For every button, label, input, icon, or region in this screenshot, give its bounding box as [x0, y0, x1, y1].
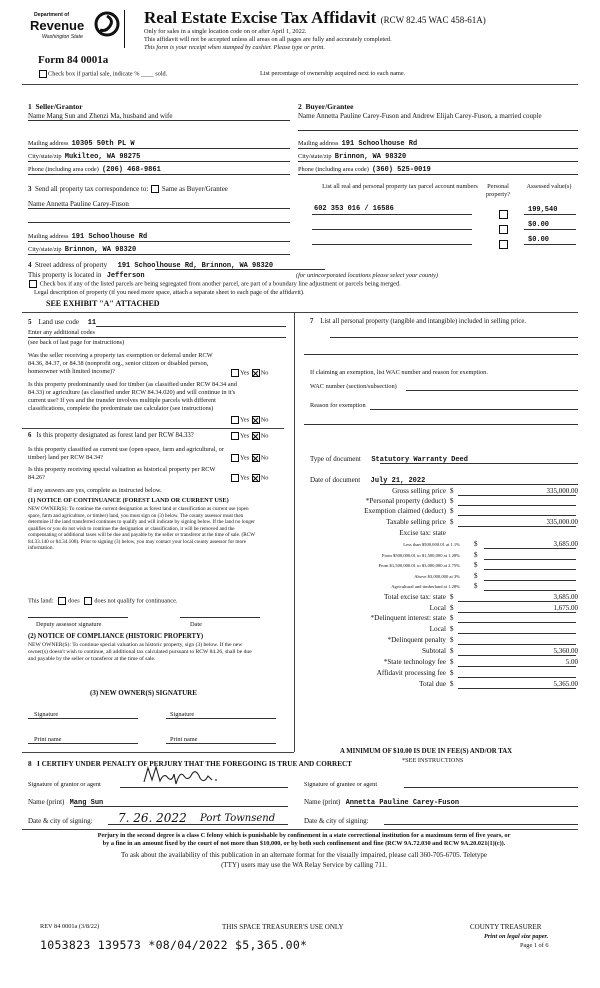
wac-label: WAC number (section/subsection): [310, 383, 397, 390]
tax-row: [304, 540, 580, 550]
line: [458, 601, 576, 602]
land-code[interactable]: 11: [87, 319, 97, 327]
dollar-sign: $: [450, 636, 454, 644]
logo-state: Washington State: [42, 34, 83, 40]
dollar-sign: $: [474, 551, 478, 559]
tax-row: [304, 487, 580, 497]
tax-row: [304, 507, 580, 517]
rev-number: REV 84 0001a (3/8/22): [40, 923, 100, 930]
notice-continuance-heading: (1) NOTICE OF CONTINUANCE (FOREST LAND OR CURRENT USE): [28, 497, 229, 504]
line: [298, 161, 578, 162]
sig-label: Signature: [170, 711, 195, 718]
exemption-label: If claiming an exemption, list WAC number and reason for exemption.: [310, 369, 488, 376]
form-statute: (RCW 82.45 WAC 458-61A): [380, 15, 486, 25]
new-owner-sig-heading: (3) NEW OWNER(S) SIGNATURE: [90, 689, 197, 697]
print-name-label: Print name: [34, 736, 62, 743]
grantee-sig-label: Signature of grantee or agent: [304, 781, 378, 788]
grantor-print: Name (print) Mang Sun: [28, 798, 104, 807]
q6-3-yes-no: Yes No: [230, 474, 268, 482]
tax-row: [304, 572, 580, 582]
header-line2: This affidavit will not be accepted unless all areas on all pages are fully and accurately completed.: [144, 36, 392, 43]
dollar-sign: $: [450, 507, 454, 515]
tty-note: (TTY) users may use the WA Relay Service by calling 711.: [221, 861, 387, 869]
corr-city-value[interactable]: Brinnon, WA 98320: [64, 246, 137, 254]
seller-city: City/state/zip Mukilteo, WA 98275: [28, 153, 141, 161]
q-exemption: Was the seller receiving a property tax exemption or deferral under RCW 84.36, 84.37, or 84.38 (nonprofit org., senior citizen or disabled person, homeowner with limited income)?: [28, 352, 213, 375]
seller-phone: Phone (including area code) (206) 468-9861: [28, 166, 161, 174]
parcel-number[interactable]: 602 353 016 / 16586: [314, 205, 394, 213]
buyer-name: Name Annetta Pauline Carey-Fuson and Andrew Elijah Carey-Fuson, a married couple: [298, 112, 542, 120]
line: [458, 644, 576, 645]
line: [74, 806, 288, 807]
grantor-date-label: Date & city of signing:: [28, 817, 93, 825]
line: [458, 666, 576, 667]
wa-logo-icon: [94, 10, 120, 38]
line: [380, 484, 578, 485]
assessed-value[interactable]: $0.00: [528, 236, 550, 244]
grantee-print: Name (print) Annetta Pauline Carey-Fuson: [304, 798, 460, 807]
no-checkbox[interactable]: [252, 369, 260, 377]
tax-row: [304, 680, 580, 690]
tax-row-value[interactable]: 335,000.00: [546, 487, 578, 495]
personal-property: 7 List all personal property (tangible and intangible) included in selling price.: [310, 318, 527, 325]
line: [180, 617, 260, 618]
line: [524, 244, 576, 245]
corr-mail: Mailing address 191 Schoolhouse Rd: [28, 233, 148, 241]
line: [524, 214, 576, 215]
rule: [22, 752, 294, 753]
dollar-sign: $: [474, 582, 478, 590]
line: [484, 580, 576, 581]
county-value[interactable]: Jefferson: [106, 272, 145, 280]
dollar-sign: $: [474, 540, 478, 548]
line: [28, 241, 290, 242]
yes-checkbox[interactable]: [231, 454, 239, 462]
line: [458, 515, 576, 516]
tax-row: [304, 625, 580, 635]
doc-type-value[interactable]: Statutory Warranty Deed: [371, 456, 468, 464]
tax-row: [304, 604, 580, 614]
tax-row-value[interactable]: 3,685.00: [553, 540, 578, 548]
line: [350, 806, 578, 807]
line: [458, 622, 576, 623]
personal-header: Personal property?: [485, 183, 511, 198]
dollar-sign: $: [450, 614, 454, 622]
revenue-logo: [30, 8, 122, 48]
parcel-row: [314, 205, 394, 214]
tax-row-label: Local: [429, 625, 446, 633]
land-use: 5 Land use code 11: [28, 318, 97, 327]
buyer-phone: Phone (including area code) (360) 525-0019: [298, 166, 431, 174]
county-row: This property is located in Jefferson: [28, 271, 145, 280]
assessed-value[interactable]: $0.00: [528, 221, 550, 229]
tax-row-value[interactable]: 5,360.00: [553, 647, 578, 655]
tax-row-label: Gross selling price: [392, 487, 446, 495]
line: [406, 390, 578, 391]
print-name-label: Print name: [170, 736, 198, 743]
deputy-sig-label: Deputy assessor signature: [36, 621, 102, 628]
line: [524, 229, 576, 230]
buyer-city-value[interactable]: Brinnon, WA 98320: [334, 153, 407, 161]
line: [484, 559, 576, 560]
dollar-sign: $: [450, 625, 454, 633]
dollar-sign: $: [474, 572, 478, 580]
line: [370, 409, 578, 410]
line: [304, 424, 578, 425]
minimum-due: A MINIMUM OF $10.00 IS DUE IN FEE(S) AND/OR TAX: [340, 748, 513, 755]
county-treasurer: COUNTY TREASURER: [470, 923, 542, 931]
q6-2-yes-no: Yes No: [230, 454, 268, 462]
tax-row-label: Total excise tax: state: [384, 593, 446, 601]
header-line1: Only for sales in a single location code on or after April 1, 2022.: [144, 28, 307, 35]
dollar-sign: $: [450, 593, 454, 601]
dollar-sign: $: [450, 680, 454, 688]
line: [28, 617, 128, 618]
line: [28, 120, 290, 121]
tax-row-label: Local: [429, 604, 446, 612]
legal-paper: Print on legal size paper.: [484, 933, 549, 940]
see-back: (see back of last page for instructions): [28, 339, 125, 346]
tax-row: [304, 647, 580, 657]
corr-name: Name Annetta Pauline Carey-Fuson: [28, 200, 129, 208]
seller-mail: Mailing address 10305 50th PL W: [28, 140, 135, 148]
q6-1-yes-no: Yes No: [230, 432, 268, 440]
yes-checkbox[interactable]: [231, 416, 239, 424]
does-not-checkbox[interactable]: [84, 597, 92, 605]
tax-row: [304, 614, 580, 624]
tax-row-label: Exemption claimed (deduct): [364, 507, 446, 515]
treasurer-space: THIS SPACE TREASURER'S USE ONLY: [222, 923, 344, 931]
perjury-line1: Perjury in the second degree is a class C felony which is punishable by confinement in a state correctional institution for a maximum term of five years, or: [97, 832, 511, 839]
line: [298, 174, 578, 175]
tax-row-label: Above $3,000,000 at 3%: [414, 574, 460, 579]
q6-2: Is this property classified as current use (open space, farm and agricultural, or timber) land per RCW 84.34?: [28, 446, 224, 461]
segregate-checkbox[interactable]: [29, 280, 37, 288]
buyer-mail-value[interactable]: 191 Schoolhouse Rd: [341, 140, 418, 148]
notice-compliance: NEW OWNER(S): To continue special valuation as historic property, sign (3) below. If the new owner(s) doesn't wish to continue, all additional tax calculated pursuant to RCW 84.26, shall be due and payable by the seller or transferor at the time of sale.: [28, 642, 252, 662]
dollar-sign: $: [474, 561, 478, 569]
tax-row-label: Subtotal: [422, 647, 446, 655]
assessed-value[interactable]: 199,540: [528, 206, 558, 214]
rule: [22, 829, 578, 830]
form-title: Real Estate Excise Tax Affidavit (RCW 82.45 WAC 458-61A): [144, 8, 486, 27]
this-land: This land: does does not qualify for continuance.: [28, 597, 178, 605]
additional-codes: Enter any additional codes: [28, 329, 95, 336]
tax-row: [304, 518, 580, 528]
rule: [22, 84, 578, 85]
line: [312, 229, 472, 230]
line: [458, 505, 576, 506]
doc-date-value[interactable]: July 21, 2022: [370, 477, 426, 485]
tax-row-label: Agricultural and timberland at 1.28%: [391, 584, 460, 589]
grantor-sig-label: Signature of grantor or agent: [28, 781, 101, 788]
cashier-stamp: 1053823 139573 *08/04/2022 $5,365.00*: [40, 938, 308, 952]
grantee-name[interactable]: Annetta Pauline Carey-Fuson: [345, 799, 460, 807]
assessed-header: Assessed value(s): [526, 183, 572, 190]
alt-format: To ask about the availability of this publication in an alternate format for the visually impaired, please call 360-705-6705. Teletype: [120, 851, 488, 859]
buyer-phone-value[interactable]: (360) 525-0019: [371, 166, 431, 174]
q1-yes-no: Yes No: [230, 369, 268, 377]
dollar-sign: $: [450, 497, 454, 505]
dollar-sign: $: [450, 669, 454, 677]
sig-label: Signature: [34, 711, 59, 718]
tax-row-label: *Delinquent interest: state: [370, 614, 446, 622]
grantor-signature-icon: [140, 762, 220, 788]
dollar-sign: $: [450, 518, 454, 526]
no-checkbox[interactable]: [252, 474, 260, 482]
q2-yes-no: Yes No: [230, 416, 268, 424]
line: [484, 590, 576, 591]
line: [458, 526, 576, 527]
tax-row: [304, 636, 580, 646]
corr-city: City/state/zip Brinnon, WA 98320: [28, 246, 137, 254]
tax-row: [304, 658, 580, 668]
line: [28, 254, 290, 255]
seller-mail-value[interactable]: 10305 50th PL W: [71, 140, 135, 148]
line: [298, 148, 578, 149]
grantor-city[interactable]: Port Townsend: [200, 813, 276, 824]
tax-row: [304, 593, 580, 603]
header-line3: This form is your receipt when stamped by cashier. Please type or print.: [144, 44, 325, 51]
line: [458, 612, 576, 613]
line: [458, 655, 576, 656]
tax-row-value[interactable]: 335,000.00: [546, 518, 578, 526]
doc-type: Type of document Statutory Warranty Deed: [310, 455, 468, 464]
line: [404, 787, 578, 788]
tax-row: [304, 669, 580, 679]
buyer-city: City/state/zip Brinnon, WA 98320: [298, 153, 407, 161]
dollar-sign: $: [450, 487, 454, 495]
pct-note: List percentage of ownership acquired next to each name.: [260, 70, 406, 77]
rule: [22, 312, 578, 313]
notice-continuance: NEW OWNER(S): To continue the current designation as forest land or classification as current use (open space, farm and agriculture, or timber) land, you must sign on (3) below. The county assessor must then determine if the land transferred continues to qualify and will indicate by signing below. If the land no longer qualifies or you do not wish to continue the designation or classification, it will be removed and the compensating or additional taxes will be due and payable by the seller or transferor at the time of sale. (RCW 84.33.140 or 84.34.108). Prior to signing (3) below, you may contact your local county assessor for more information.: [28, 506, 255, 551]
line: [28, 174, 290, 175]
buyer-mail: Mailing address 191 Schoolhouse Rd: [298, 140, 418, 148]
line: [28, 222, 290, 223]
grantor-date[interactable]: 7. 26. 2022: [118, 811, 187, 825]
tax-row-label: Taxable selling price: [386, 518, 446, 526]
no-checkbox[interactable]: [252, 432, 260, 440]
dollar-sign: $: [450, 604, 454, 612]
yes-checkbox[interactable]: [231, 432, 239, 440]
q6-3: Is this property receiving special valuation as historical property per RCW 84.26?: [28, 466, 216, 481]
certify: 8 I CERTIFY UNDER PENALTY OF PERJURY THAT THE FOREGOING IS TRUE AND CORRECT: [28, 760, 352, 768]
segregate-row: Check box if any of the listed parcels are being segregated from another parcel, are part of a boundary line adjustment or parcels being merged.: [28, 280, 401, 288]
tax-row-label: Affidavit processing fee: [376, 669, 446, 677]
parcel-header: List all real and personal property tax parcel account numbers: [322, 183, 478, 190]
line: [312, 214, 472, 215]
tax-row-label: Less than $500,000.01 at 1.1%: [403, 542, 460, 547]
notice-compliance-heading: (2) NOTICE OF COMPLIANCE (HISTORIC PROPERTY): [28, 633, 204, 640]
line: [28, 208, 290, 209]
dollar-sign: $: [450, 658, 454, 666]
tax-row-value[interactable]: 5.00: [565, 658, 578, 666]
tax-row-label: *Personal property (deduct): [365, 497, 446, 505]
seller-name: Name Mang Sun and Zhenzi Ma, husband and wife: [28, 112, 173, 120]
page-number: Page 1 of 6: [520, 942, 549, 949]
tax-row-value[interactable]: 5,365.00: [553, 680, 578, 688]
yes-checkbox[interactable]: [231, 474, 239, 482]
line: [484, 569, 576, 570]
line: [458, 633, 576, 634]
line: [28, 337, 286, 338]
grantor-name[interactable]: Mang Sun: [69, 799, 104, 807]
tax-row-label: From $1,500,000.01 to $3,000,000 at 2.75%: [378, 563, 460, 568]
legal-desc: Legal description of property (if you need more space, attach a separate sheet to each page of the affidavit).: [34, 289, 305, 296]
no-checkbox[interactable]: [252, 416, 260, 424]
line: [155, 269, 325, 270]
uninc-note: (for unincorporated locations please select your county): [296, 272, 438, 279]
line: [28, 148, 290, 149]
line: [484, 548, 576, 549]
doc-date: Date of document July 21, 2022: [310, 476, 426, 485]
exhibit-text: SEE EXHIBIT "A" ATTACHED: [46, 299, 160, 308]
q6-note: If any answers are yes, complete as instructed below.: [28, 487, 162, 494]
column-divider: [294, 312, 295, 752]
tax-row: [304, 551, 580, 561]
buyer-heading: 2 Buyer/Grantee: [298, 102, 354, 111]
dollar-sign: $: [450, 647, 454, 655]
tax-row: [304, 529, 580, 539]
line: [380, 463, 578, 464]
line: [108, 824, 288, 825]
seller-heading: 1 Seller/Grantor: [28, 102, 83, 111]
tax-row-label: *State technology fee: [383, 658, 446, 666]
tax-row-label: *Delinquent penalty: [387, 636, 446, 644]
grantee-date-label: Date & city of signing:: [304, 817, 369, 825]
logo-dept: Department of: [34, 12, 70, 18]
tax-row: [304, 582, 580, 592]
deputy-date-label: Date: [190, 621, 202, 628]
perjury-line2: by a fine in an amount fixed by the court of not more than $10,000, or by both such confinement and fine (RCW 9A.72.030 and RCW 9A.20.021(1)(c)).: [102, 840, 506, 847]
seller-city-value[interactable]: Mukilteo, WA 98275: [64, 153, 141, 161]
line: [96, 326, 286, 327]
line: [458, 677, 576, 678]
street-row: 4 Street address of property 191 Schoolhouse Rd, Brinnon, WA 98320: [28, 261, 274, 270]
form-number: Form 84 0001a: [38, 54, 109, 66]
line: [458, 688, 576, 689]
tax-row-value[interactable]: 1,675.00: [553, 604, 578, 612]
corr-mail-value[interactable]: 191 Schoolhouse Rd: [71, 233, 148, 241]
line: [28, 161, 290, 162]
line: [304, 354, 578, 355]
no-checkbox[interactable]: [252, 454, 260, 462]
tax-row-value[interactable]: 3,685.00: [553, 593, 578, 601]
q6-1: 6 Is this property designated as forest land per RCW 84.33?: [28, 432, 194, 439]
tax-row: [304, 497, 580, 507]
rule: [22, 428, 284, 429]
tax-row-label: Excise tax: state: [399, 529, 446, 537]
corr-heading: 3 Send all property tax correspondence to: Same as Buyer/Grantee: [28, 185, 228, 193]
line: [458, 495, 576, 496]
tax-row-label: From $500,000.01 to $1,500,000 at 1.28%: [381, 553, 460, 558]
partial-sale: Check box if partial sale, indicate % ____ sold.: [38, 70, 167, 78]
same-as-buyer-checkbox[interactable]: [151, 185, 159, 193]
street-value[interactable]: 191 Schoolhouse Rd, Brinnon, WA 98320: [117, 262, 274, 270]
q-timber: Is this property predominantly used for timber (as classified under RCW 84.34 and 84.33) or agriculture (as classified under RCW 84.34.020) and will continue in it's current use? If yes and the transfer involves multiple parcels with different classifications, complete the predominate use calculator (see instructions): [28, 381, 237, 412]
logo-revenue: Revenue: [30, 18, 85, 33]
seller-phone-value[interactable]: (206) 468-9861: [101, 166, 161, 174]
does-checkbox[interactable]: [58, 597, 66, 605]
tax-row: [304, 561, 580, 571]
line: [384, 824, 578, 825]
see-instructions: *SEE INSTRUCTIONS: [402, 757, 464, 764]
line: [330, 337, 578, 338]
personal-checkbox[interactable]: [498, 235, 509, 253]
line: [298, 130, 578, 131]
reason-label: Reason for exemption: [310, 402, 366, 409]
tax-row-label: Total due: [419, 680, 446, 688]
partial-sale-checkbox[interactable]: [39, 70, 47, 78]
line: [312, 244, 472, 245]
yes-checkbox[interactable]: [231, 369, 239, 377]
header-divider: [124, 10, 125, 48]
